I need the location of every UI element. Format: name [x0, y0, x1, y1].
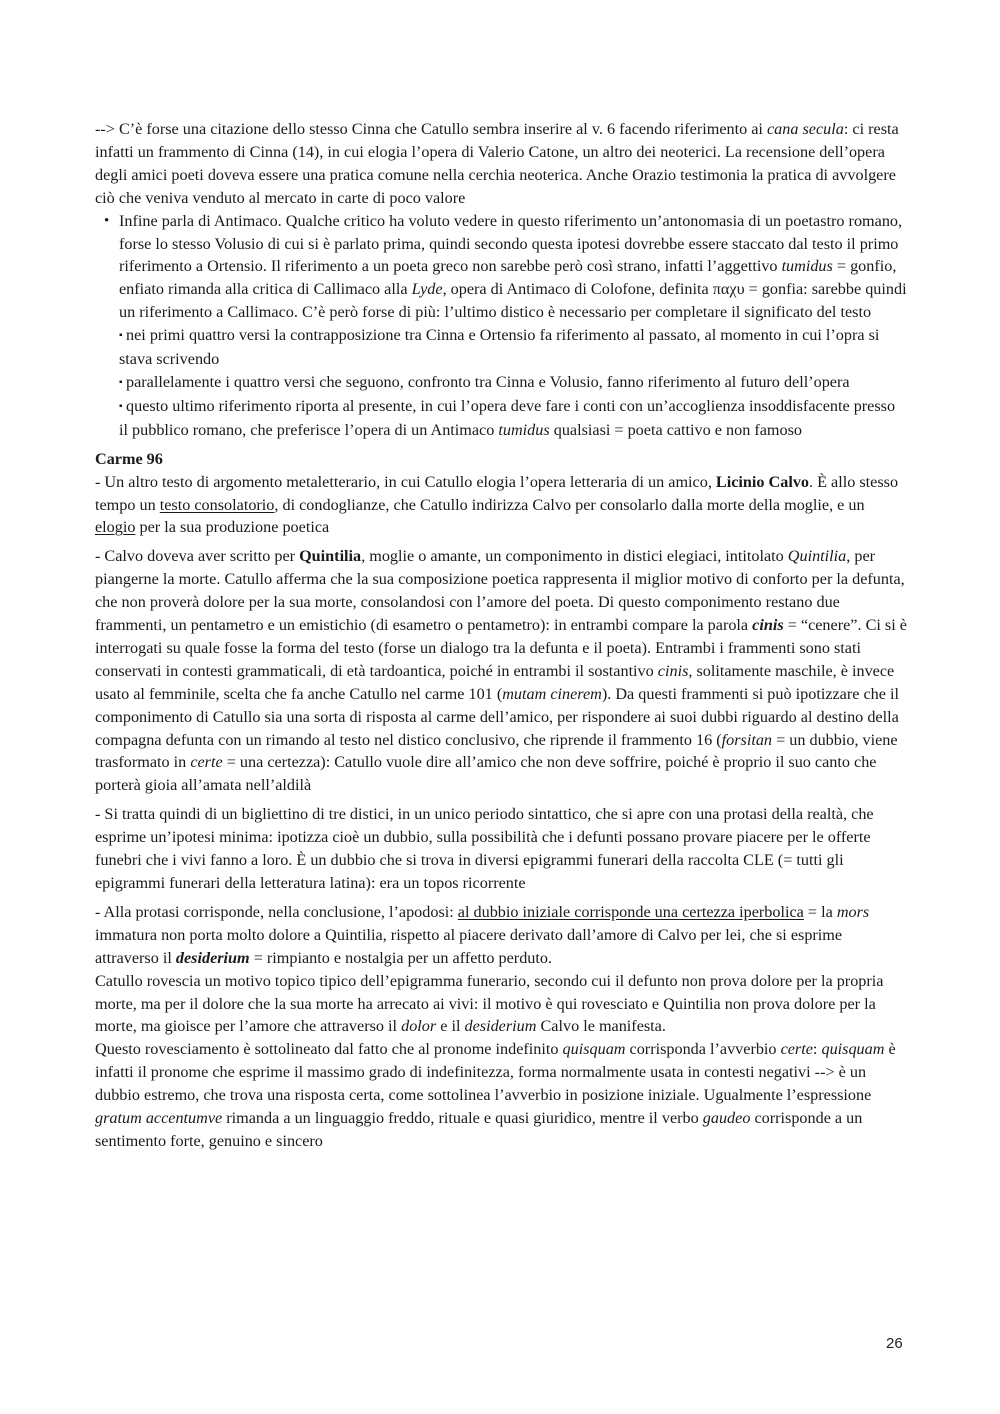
- italic-term: gratum accentumve: [95, 1109, 223, 1128]
- text: , solitamente maschile, è invece usato al femminile, scelta che fa anche Catullo nel carme 101 (: [95, 661, 895, 703]
- italic-term: cana secula: [766, 120, 844, 138]
- italic-term: certe: [190, 753, 223, 772]
- italic-term: mors: [836, 902, 870, 921]
- paragraph-apodosi: [95, 901, 907, 970]
- paragraph-calvo-intro: [95, 471, 907, 540]
- text: per la sua produzione poetica: [135, 518, 330, 537]
- text: corrisponda l’avverbio: [625, 1040, 781, 1059]
- bold-term: Licinio Calvo: [715, 472, 810, 491]
- square-bullet-icon: ▪: [119, 376, 123, 388]
- underlined-term: al dubbio iniziale corrisponde una certezza iperbolica: [457, 902, 804, 921]
- bold-italic-term: desiderium: [175, 948, 250, 967]
- sub-item: [119, 371, 907, 395]
- text: Infine parla di Antimaco. Qualche critico ha voluto vedere in questo riferimento un’antonomasia di un poetastro romano, forse lo stesso Volusio di cui si è parlato prima, quindi secondo questa ipotesi dovrebbe essere staccato dal testo il primo riferimento a Ortensio. Il riferimento a un poeta greco non sarebbe però così strano, infatti l’aggettivo: [119, 211, 903, 276]
- underlined-term: elogio: [95, 518, 136, 537]
- italic-term: mutam cinerem: [502, 684, 602, 703]
- paragraph-quintilia: [95, 545, 907, 797]
- text: , moglie o amante, un componimento in distici elegiaci, intitolato: [361, 547, 788, 566]
- page-number: 26: [886, 1335, 903, 1352]
- text: corrisponde a un sentimento forte, genuino e sincero: [95, 1109, 863, 1150]
- bold-term: Quintilia: [299, 547, 362, 566]
- paragraph-rovesciamento: [95, 970, 907, 1039]
- bullet-list: [95, 210, 907, 442]
- text: questo ultimo riferimento riporta al presente, in cui l’opera deve fare i conti con un’accoglienza insoddisfacente presso il pubblico romano, che preferisce l’opera di un Antimaco: [119, 396, 896, 439]
- text: nei primi quattro versi la contrapposizione tra Cinna e Ortensio fa riferimento al passato, al momento in cui l’opra si stava scrivendo: [119, 326, 880, 369]
- square-bullet-icon: ▪: [119, 400, 123, 412]
- text: , di condoglianze, che Catullo indirizza Calvo per consolarlo dalla morte della moglie, e un: [274, 495, 865, 514]
- document-body: [95, 118, 907, 1153]
- text: - Calvo doveva aver scritto per: [95, 547, 300, 566]
- text: , opera di Antimaco di Colofone, definita παχυ = gonfia: sarebbe quindi un riferimento a Callimaco. C’è però forse di più: l’ultimo distico è necessario per completare il significato del testo: [119, 280, 907, 322]
- text: qualsiasi = poeta cattivo e non famoso: [549, 420, 803, 439]
- text: --> C’è forse una citazione dello stesso Cinna che Catullo sembra inserire al v. 6 facendo riferimento ai: [95, 120, 767, 138]
- text: = una certezza): Catullo vuole dire all’amico che non deve soffrire, poiché è proprio il suo canto che porterà gioia all’amata nell’aldilà: [95, 753, 877, 795]
- text: ). Da questi frammenti si può ipotizzare che il componimento di Catullo sia una sorta di risposta al carme dell’amico, per rispondere ai suoi dubbi riguardo al destino della compagna defunta con un rimando al testo nel distico conclusivo, che riprende il frammento 16 (: [95, 684, 899, 749]
- text: = rimpianto e nostalgia per un affetto perduto.: [249, 948, 553, 967]
- italic-term: desiderium: [464, 1017, 537, 1036]
- text: parallelamente i quattro versi che seguono, confronto tra Cinna e Volusio, fanno riferimento al futuro dell’opera: [126, 372, 850, 391]
- text: = gonfio, enfiato rimanda alla critica di Callimaco alla: [119, 257, 897, 299]
- paragraph-cinna-citation: [95, 118, 907, 210]
- italic-term: certe: [780, 1040, 813, 1059]
- sub-item: [119, 324, 907, 371]
- italic-term: dolor: [401, 1017, 437, 1036]
- paragraph-bigliettino: - Si tratta quindi di un bigliettino di tre distici, in un unico periodo sintattico, che si apre con una protasi della realtà, che esprime un’ipotesi minima: ipotizza cioè un dubbio, sulla possibilità che i defunti possano provare piacere per le offerte funebri che i vivi fanno a loro. È un dubbio che si trova in diversi epigrammi funerari della raccolta CLE (= tutti gli epigrammi funerari della letteratura latina): era un topos ricorrente: [95, 805, 874, 892]
- text: e il: [436, 1017, 465, 1036]
- text: , per piangerne la morte. Catullo afferma che la sua composizione poetica rappresenta il miglior motivo di conforto per la defunta, che non proverà dolore per la sua morte, consolandosi con l’amore del poeta. Di questo componimento restano due frammenti, un pentametro e un emistichio (di esametro o pentametro): in entrambi compare la parola: [95, 547, 905, 635]
- italic-term: tumidus: [781, 257, 833, 276]
- italic-term: forsitan: [721, 730, 773, 749]
- sub-item: [119, 395, 907, 442]
- text: è infatti il pronome che esprime il massimo grado di indefinitezza, forma normalmente usata in contesti negativi --> è un dubbio estremo, che trova una risposta certa, come sottolinea l’avverbio in posizione iniziale. Ugualmente l’espressione: [95, 1040, 896, 1105]
- underlined-term: testo consolatorio: [159, 495, 275, 514]
- section-heading: Carme 96: [95, 449, 163, 468]
- paragraph-quisquam: [95, 1038, 907, 1153]
- text: rimanda a un linguaggio freddo, rituale e quasi giuridico, mentre il verbo: [222, 1109, 703, 1128]
- italic-term: Quintilia: [787, 547, 847, 566]
- italic-term: gaudeo: [702, 1109, 751, 1128]
- bold-italic-term: cinis: [752, 616, 784, 635]
- text: = la: [803, 902, 837, 921]
- text: - Un altro testo di argomento metaletterario, in cui Catullo elogia l’opera letteraria di un amico,: [95, 472, 716, 491]
- text: : ci resta infatti un frammento di Cinna (14), in cui elogia l’opera di Valerio Catone, un altro dei neoterici. La recensione dell’opera degli amici poeti doveva essere una pratica comune nella cerchia neoterica. Anche Orazio testimonia la pratica di avvolgere ciò che veniva venduto al mercato in carte di poco valore: [95, 120, 899, 207]
- text: immatura non porta molto dolore a Quintilia, rispetto al piacere derivato dall’amore di Calvo per lei, che si esprime attraverso il: [95, 925, 843, 967]
- italic-term: quisquam: [821, 1040, 885, 1059]
- text: Catullo rovescia un motivo topico tipico dell’epigramma funerario, secondo cui il defunto non prova dolore per la propria morte, ma per il dolore che la sua morte ha arrecato ai vivi: il motivo è qui rovesciato e Quintilia non prova dolore per la morte, ma gioisce per l’amore che attraverso il: [95, 971, 884, 1036]
- text: Questo rovesciamento è sottolineato dal fatto che al pronome indefinito: [95, 1040, 563, 1059]
- italic-term: tumidus: [498, 420, 550, 439]
- italic-term: quisquam: [562, 1040, 626, 1059]
- text: Calvo le manifesta.: [536, 1017, 666, 1036]
- square-bullet-icon: ▪: [119, 330, 123, 342]
- italic-term: cinis: [657, 661, 689, 680]
- list-item-antimaco: [119, 210, 907, 442]
- text: = un dubbio, viene trasformato in: [95, 730, 898, 772]
- italic-term: Lyde: [411, 280, 443, 299]
- text: . È allo stesso tempo un: [95, 472, 899, 514]
- text: - Alla protasi corrisponde, nella conclusione, l’apodosi:: [95, 902, 458, 921]
- text: = “cenere”. Ci si è interrogati su quale fosse la forma del testo (forse un dialogo tra la defunta e il poeta). Entrambi i frammenti sono stati conservati in contesti grammaticali, di età tardoantica, poiché in entrambi il sostantivo: [95, 616, 907, 680]
- text: :: [812, 1040, 822, 1059]
